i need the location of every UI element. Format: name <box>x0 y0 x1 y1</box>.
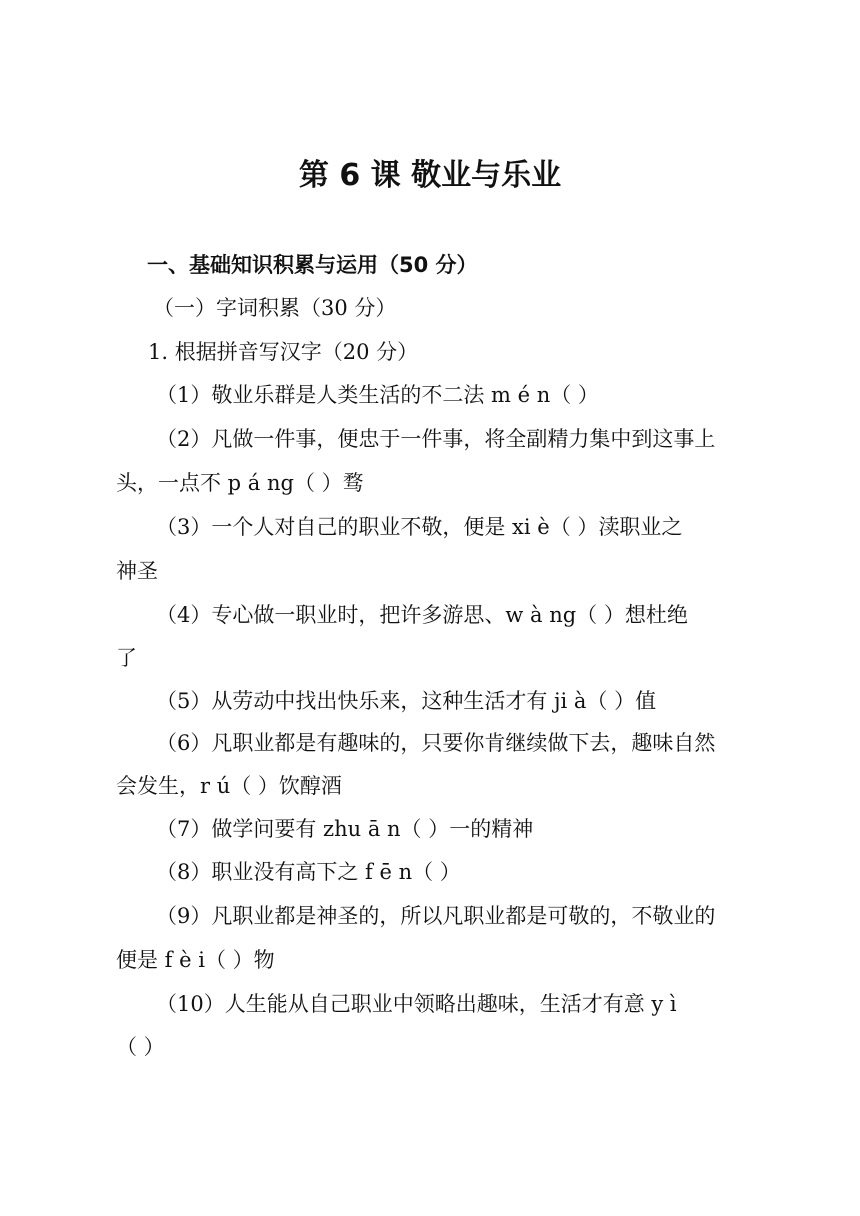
item-5: （5）从劳动中找出快乐来，这种生活才有 ji à（ ）值 <box>156 689 657 713</box>
item-1: （1）敬业乐群是人类生活的不二法 m é n（ ） <box>156 383 599 407</box>
subsection-heading: （一）字词积累（30 分） <box>153 296 397 320</box>
item-2-cont: 头，一点不 p á ng（ ）骛 <box>116 471 364 495</box>
item-9-cont: 便是 f è i（ ）物 <box>116 948 275 972</box>
item-4-cont: 了 <box>116 646 137 670</box>
question-heading: 1. 根据拼音写汉字（20 分） <box>148 340 419 364</box>
item-9: （9）凡职业都是神圣的，所以凡职业都是可敬的，不敬业的 <box>156 904 716 928</box>
page-title: 第 6 课 敬业与乐业 <box>298 158 562 193</box>
item-2: （2）凡做一件事，便忠于一件事，将全副精力集中到这事上 <box>156 427 716 451</box>
item-6-cont: 会发生，r ú（ ）饮醇酒 <box>116 774 342 798</box>
item-3: （3）一个人对自己的职业不敬，便是 xi è（ ）渎职业之 <box>156 515 683 539</box>
section-heading: 一、基础知识积累与运用（50 分） <box>147 253 478 277</box>
item-8: （8）职业没有高下之 f ē n（ ） <box>156 860 461 884</box>
item-6: （6）凡职业都是有趣味的，只要你肯继续做下去，趣味自然 <box>156 731 716 755</box>
item-7: （7）做学问要有 zhu ā n（ ）一的精神 <box>156 817 534 841</box>
item-4: （4）专心做一职业时，把许多游思、w à ng（ ）想杜绝 <box>156 603 688 627</box>
item-10-cont: （ ） <box>116 1035 165 1059</box>
item-3-cont: 神圣 <box>116 559 158 583</box>
item-10: （10）人生能从自己职业中领略出趣味，生活才有意 y ì <box>156 992 677 1016</box>
